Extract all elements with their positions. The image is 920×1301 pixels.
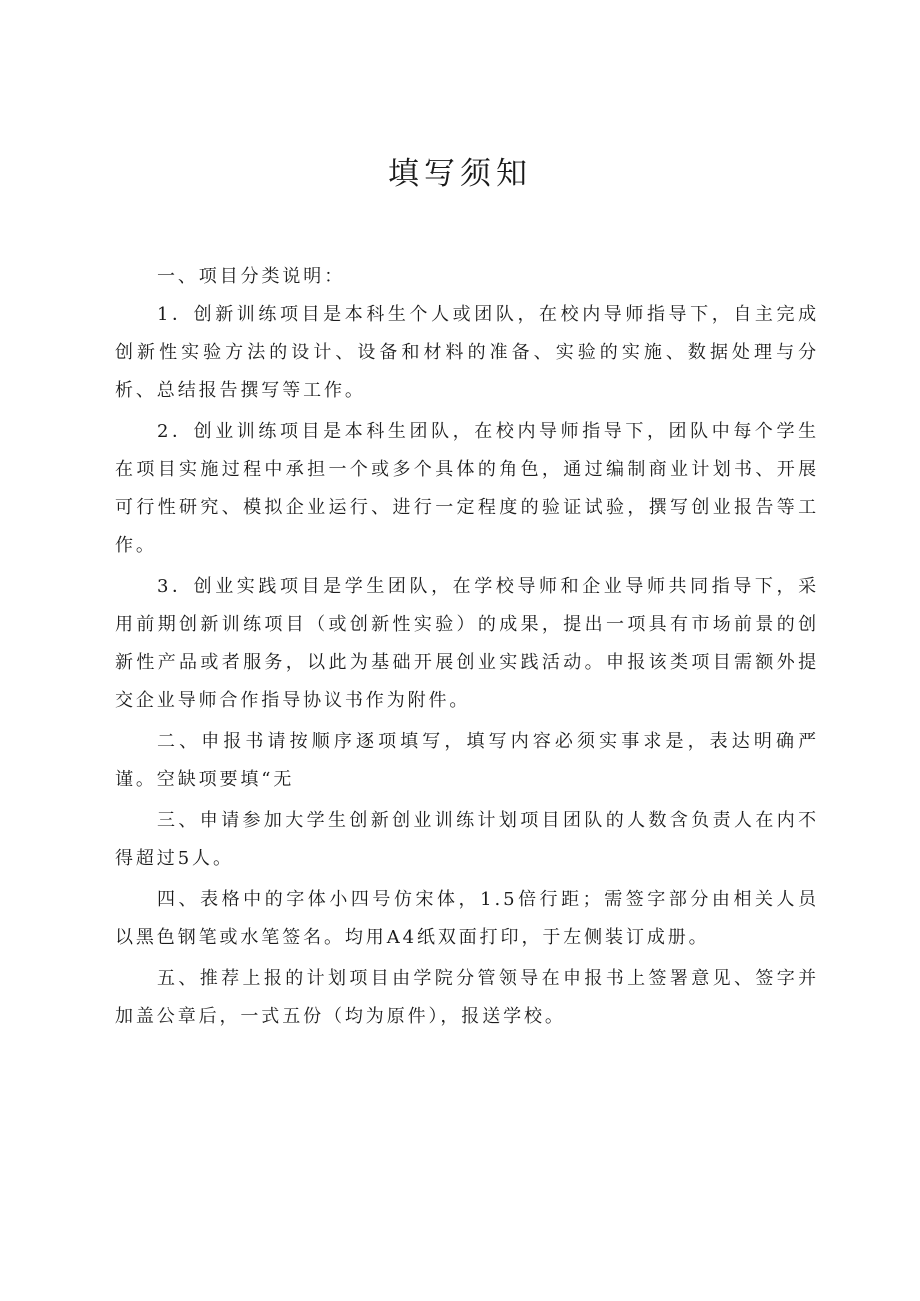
section-heading-project-categories: 一、项目分类说明： [157,266,346,287]
paragraph-innovation-training: 1．创新训练项目是本科生个人或团队，在校内导师指导下，自主完成创新性实验方法的设计、设备和材料的准备、实验的实施、数据处理与分析、总结报告撰写等工作。 [115,304,819,401]
paragraph-fill-in-order: 二、申报书请按顺序逐项填写，填写内容必须实事求是，表达明确严谨。空缺项要填“无 [115,731,819,790]
paragraph-entrepreneurship-practice: 3．创业实践项目是学生团队，在学校导师和企业导师共同指导下，采用前期创新训练项目（或创新性实验）的成果，提出一项具有市场前景的创新性产品或者服务，以此为基础开展创业实践活动。申报该类项目需额外提交企业导师合作指导协议书作为附件。 [115,576,819,711]
paragraph-format-rules: 四、表格中的字体小四号仿宋体，1.5倍行距；需签字部分由相关人员以黑色钢笔或水笔签名。均用A4纸双面打印，于左侧装订成册。 [115,889,819,948]
paragraph-team-size: 三、申请参加大学生创新创业训练计划项目团队的人数含负责人在内不得超过5人。 [115,810,819,869]
paragraph-submission: 五、推荐上报的计划项目由学院分管领导在申报书上签署意见、签字并加盖公章后，一式五份（均为原件），报送学校。 [115,968,819,1027]
paragraph-entrepreneurship-training: 2．创业训练项目是本科生团队，在校内导师指导下，团队中每个学生在项目实施过程中承担一个或多个具体的角色，通过编制商业计划书、开展可行性研究、模拟企业运行、进行一定程度的验证试验，撰写创业报告等工作。 [115,421,819,556]
instructions-body [115,258,819,1039]
page-title: 填写须知 [388,156,532,192]
